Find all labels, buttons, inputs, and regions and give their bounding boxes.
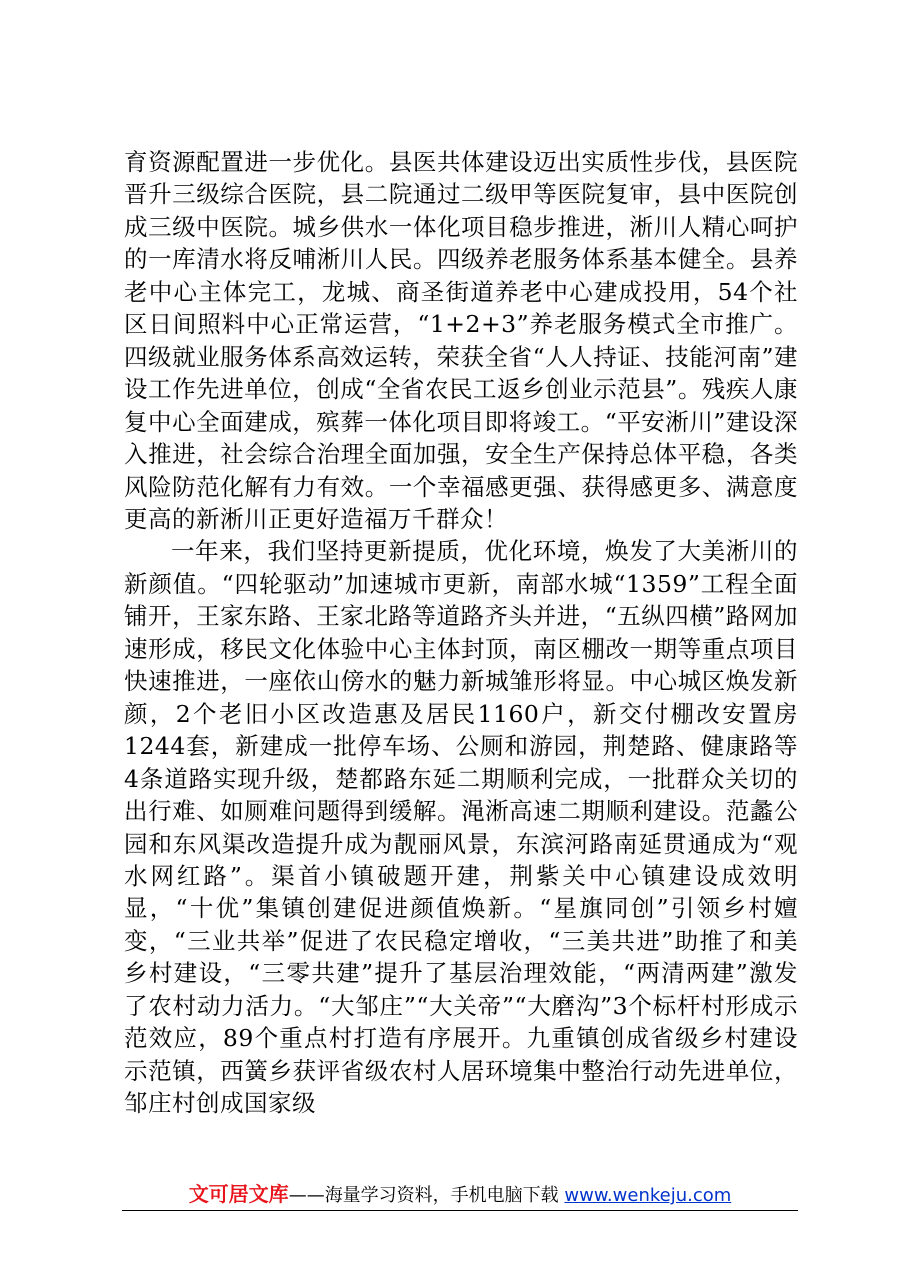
footer-tagline: ——海量学习资料，手机电脑下载 bbox=[288, 1185, 559, 1206]
document-body bbox=[124, 146, 798, 1120]
paragraph: 育资源配置进一步优化。县医共体建设迈出实质性步伐，县医院晋升三级综合医院，县二院通过二级甲等医院复审，县中医院创成三级中医院。城乡供水一体化项目稳步推进，淅川人精心呵护的一库清水将反哺淅川人民。四级养老服务体系基本健全。县养老中心主体完工，龙城、商圣街道养老中心建成投用，54个社区日间照料中心正常运营，“1+2+3”养老服务模式全市推广。四级就业服务体系高效运转，荣获全省“人人持证、技能河南”建设工作先进单位，创成“全省农民工返乡创业示范县”。残疾人康复中心全面建成，殡葬一体化项目即将竣工。“平安淅川”建设深入推进，社会综合治理全面加强，安全生产保持总体平稳，各类风险防范化解有力有效。一个幸福感更强、获得感更多、满意度更高的新淅川正更好造福万千群众！ bbox=[124, 148, 798, 533]
page-footer bbox=[122, 1180, 798, 1210]
paragraph: 一年来，我们坚持更新提质，优化环境，焕发了大美淅川的新颜值。“四轮驱动”加速城市更新，南部水城“1359”工程全面铺开，王家东路、王家北路等道路齐头并进，“五纵四横”路网加速形成，移民文化体验中心主体封顶，南区棚改一期等重点项目快速推进，一座依山傍水的魅力新城雏形将显。中心城区焕发新颜，2个老旧小区改造惠及居民1160户，新交付棚改安置房1244套，新建成一批停车场、公厕和游园，荆楚路、健康路等4条道路实现升级，楚都路东延二期顺利完成，一批群众关切的出行难、如厕难问题得到缓解。渑淅高速二期顺利建设。范蠡公园和东风渠改造提升成为靓丽风景，东滨河路南延贯通成为“观水网红路”。渠首小镇破题开建，荆紫关中心镇建设成效明显，“十优”集镇创建促进颜值焕新。“星旗同创”引领乡村嬗变，“三业共举”促进了农民稳定增收，“三美共进”助推了和美乡村建设，“三零共建”提升了基层治理效能，“两清两建”激发了农村动力活力。“大邹庄”“大关帝”“大磨沟”3个标杆村形成示范效应，89个重点村打造有序展开。九重镇创成省级乡村建设示范镇，西簧乡获评省级农村人居环境集中整治行动先进单位，邹庄村创成国家级 bbox=[124, 537, 798, 1118]
footer-website-link[interactable]: www.wenkeju.com bbox=[564, 1185, 732, 1206]
footer-brand: 文可居文库 bbox=[188, 1182, 289, 1206]
footer-divider bbox=[122, 1210, 798, 1211]
footer-banner bbox=[122, 1182, 798, 1208]
